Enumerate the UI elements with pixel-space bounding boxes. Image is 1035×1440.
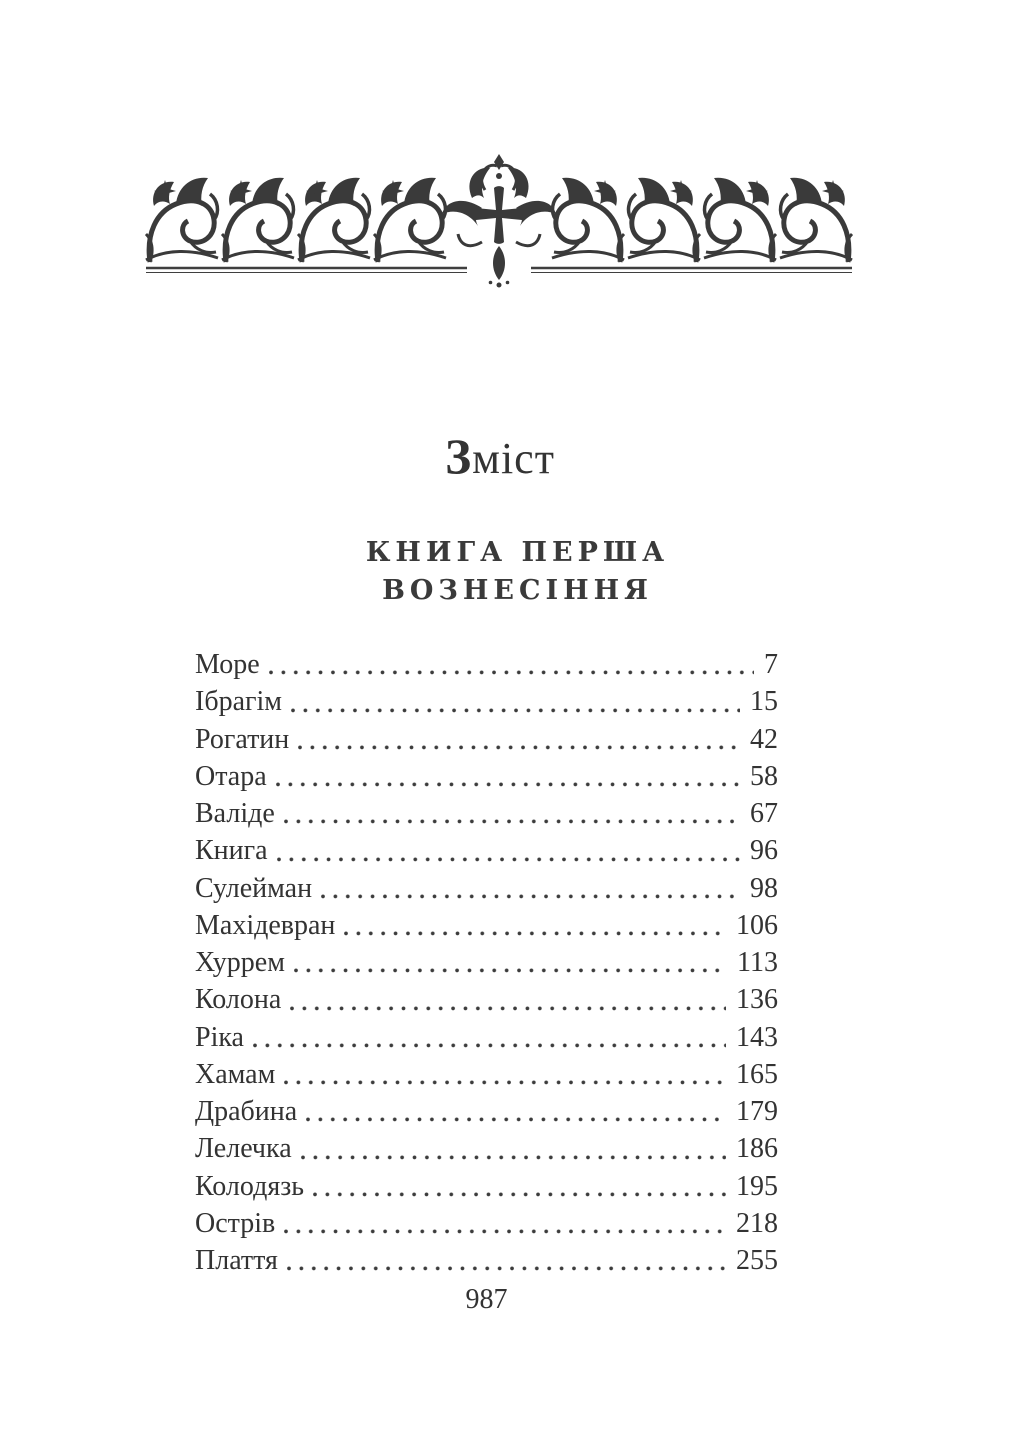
dot-leader — [313, 1192, 726, 1197]
toc-entry-label: Лелечка — [195, 1133, 292, 1165]
dot-leader — [269, 670, 754, 675]
page-title: Зміст — [445, 429, 555, 485]
dot-leader — [306, 1117, 726, 1122]
toc-entry-page-number: 15 — [750, 686, 778, 718]
toc-entry-page-number: 98 — [750, 872, 778, 904]
toc-entry-page-number: 218 — [736, 1207, 778, 1239]
dot-leader — [321, 894, 740, 899]
dot-leader — [284, 1080, 726, 1085]
toc-entry — [195, 1130, 778, 1167]
toc-entry — [195, 907, 778, 944]
toc-entry-label: Махідевран — [195, 909, 336, 941]
part-heading — [0, 534, 1035, 610]
toc-entry-page-number: 106 — [736, 909, 778, 941]
toc-entry-label: Море — [195, 649, 260, 680]
toc-entry-page-number: 136 — [736, 984, 778, 1016]
toc-entry-page-number: 165 — [736, 1058, 778, 1090]
toc-entry-page-number: 179 — [736, 1096, 778, 1127]
dot-leader — [294, 968, 727, 973]
part-heading-line2: ВОЗНЕСІННЯ — [382, 575, 653, 606]
toc-entry — [195, 1019, 778, 1056]
toc-entry-label: Хуррем — [195, 947, 285, 978]
dot-leader — [287, 1266, 726, 1271]
toc-entry-label: Ібрагім — [195, 686, 282, 718]
toc-entry-page-number: 195 — [736, 1170, 778, 1202]
toc-entry — [195, 1093, 778, 1130]
toc-entry-label: Сулейман — [195, 872, 313, 904]
toc-entry — [195, 944, 778, 981]
toc-entry-label: Валіде — [195, 798, 275, 829]
toc-list — [195, 646, 778, 1279]
toc-entry-page-number: 113 — [737, 947, 778, 978]
toc-entry-page-number: 186 — [736, 1133, 778, 1165]
toc-entry — [195, 981, 778, 1018]
part-heading-line1: КНИГА ПЕРША — [365, 537, 670, 568]
toc-entry — [195, 832, 778, 869]
toc-entry — [195, 795, 778, 832]
toc-entry-page-number: 96 — [750, 835, 778, 867]
toc-entry-label: Книга — [195, 835, 268, 867]
toc-entry-label: Плаття — [195, 1245, 278, 1276]
toc-entry-label: Колона — [195, 984, 282, 1016]
toc-entry — [195, 721, 778, 758]
toc-entry-page-number: 58 — [750, 760, 778, 792]
toc-entry — [195, 1056, 778, 1093]
toc-entry — [195, 1242, 778, 1279]
dot-leader — [277, 857, 740, 862]
toc-entry-label: Рогатин — [195, 723, 290, 755]
dot-leader — [284, 819, 740, 824]
toc-entry-label: Хамам — [195, 1058, 276, 1090]
toc-entry-label: Драбина — [195, 1096, 298, 1127]
floral-ornament-band — [142, 150, 856, 290]
toc-entry-page-number: 67 — [750, 798, 778, 829]
toc-entry — [195, 758, 778, 795]
toc-entry — [195, 1205, 778, 1242]
toc-entry-label: Острів — [195, 1207, 276, 1239]
toc-entry-label: Ріка — [195, 1021, 244, 1053]
dot-leader — [298, 745, 740, 750]
toc-entry — [195, 870, 778, 907]
dot-leader — [344, 931, 726, 936]
toc-entry-label: Колодязь — [195, 1170, 305, 1202]
toc-entry-page-number: 255 — [736, 1245, 778, 1276]
folio-page-number: 987 — [465, 1284, 508, 1315]
dot-leader — [284, 1229, 726, 1234]
dot-leader — [291, 708, 740, 713]
dot-leader — [276, 782, 740, 787]
toc-entry-page-number: 42 — [750, 723, 778, 755]
toc-entry — [195, 683, 778, 720]
toc-entry-page-number: 143 — [736, 1021, 778, 1053]
dot-leader — [301, 1155, 726, 1160]
toc-entry — [195, 646, 778, 683]
dot-leader — [290, 1006, 726, 1011]
toc-entry-label: Отара — [195, 760, 267, 792]
dot-leader — [253, 1043, 726, 1048]
toc-entry-page-number: 7 — [764, 649, 778, 680]
toc-entry — [195, 1168, 778, 1205]
